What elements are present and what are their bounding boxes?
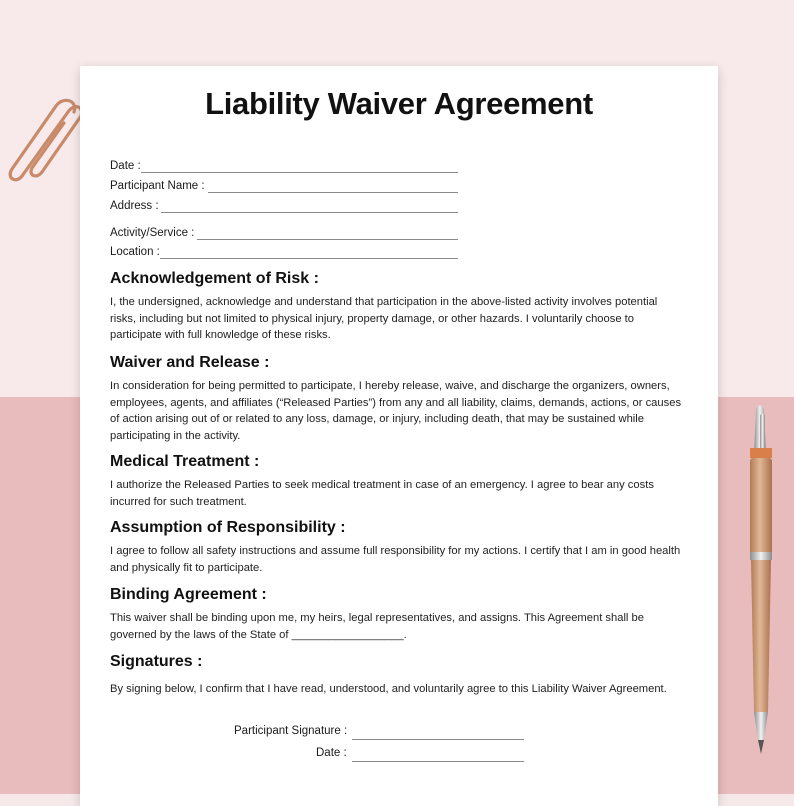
section-heading: Acknowledgement of Risk : (110, 270, 319, 287)
section-body: This waiver shall be binding upon me, my heirs, legal representatives, and assigns. This Agreement shall be governed by the laws of the State of __________________. (110, 612, 644, 641)
section-heading: Signatures : (110, 653, 203, 670)
section-heading: Waiver and Release : (110, 354, 270, 371)
waiver-document (80, 66, 718, 806)
section-body: I agree to follow all safety instructions and assume full responsibility for my actions. I certify that I am in good health and physically fit to participate. (110, 545, 681, 574)
address-label: Address : (110, 200, 159, 212)
section-binding-agreement (110, 586, 684, 643)
section-body: In consideration for being permitted to participate, I hereby release, waive, and discharge the organizers, owners, employees, agents, and affiliates (“Released Parties”) from any and all liability, claims, demands, actions, or causes of action arising out of or related to any loss, damage, or injury, including death, that may be sustained while participating in the activity. (110, 380, 682, 442)
section-medical-treatment (110, 453, 684, 510)
participant-name-line (208, 192, 458, 193)
date-label: Date : (110, 160, 141, 172)
participant-signature-label: Participant Signature : (234, 725, 348, 737)
section-heading: Binding Agreement : (110, 586, 267, 603)
section-body: I authorize the Released Parties to seek medical treatment in case of an emergency. I agree to bear any costs incurred for such treatment. (110, 479, 654, 508)
location-field[interactable] (110, 246, 160, 258)
section-heading: Medical Treatment : (110, 453, 260, 470)
activity-service-line (197, 239, 458, 240)
section-acknowledgement-of-risk (110, 270, 684, 344)
location-label: Location : (110, 246, 160, 258)
pen-icon (742, 402, 788, 758)
activity-service-label: Activity/Service : (110, 227, 195, 239)
participant-name-label: Participant Name : (110, 180, 205, 192)
date-field[interactable] (110, 160, 141, 172)
signature-date-line[interactable] (352, 761, 524, 762)
address-line (161, 212, 458, 213)
section-signatures (110, 653, 684, 698)
activity-service-field[interactable] (110, 227, 194, 239)
address-field[interactable] (110, 200, 159, 212)
document-title: Liability Waiver Agreement (205, 86, 593, 121)
participant-signature-line[interactable] (352, 739, 524, 740)
location-line (160, 258, 458, 259)
section-body: I, the undersigned, acknowledge and understand that participation in the above-listed activity involves potential risks, including but not limited to physical injury, property damage, or other hazards. I voluntarily choose to participate with full knowledge of these risks. (110, 296, 658, 341)
section-assumption-of-responsibility (110, 519, 684, 576)
participant-name-field[interactable] (110, 180, 205, 192)
section-body: By signing below, I confirm that I have read, understood, and voluntarily agree to this Liability Waiver Agreement. (110, 683, 667, 695)
date-line (141, 172, 458, 173)
paperclip-icon (2, 92, 92, 188)
section-heading: Assumption of Responsibility : (110, 519, 346, 536)
signature-date-label: Date : (316, 747, 347, 759)
section-waiver-and-release (110, 354, 684, 444)
